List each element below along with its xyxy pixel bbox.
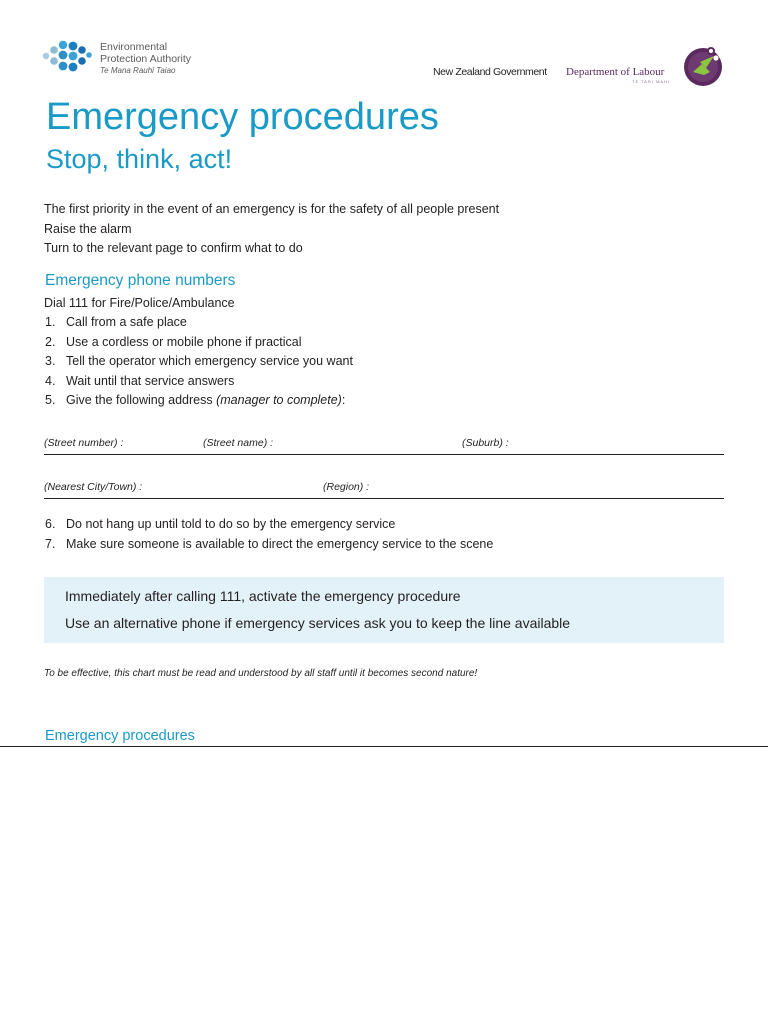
department-maori-name: TE TARI MAHI [632,79,671,84]
list-item [45,333,353,353]
step-text: Use a cordless or mobile phone if practical [66,334,302,349]
intro-text [44,200,499,259]
epa-logo-icon [42,40,92,76]
department-of-labour-logo-icon [680,42,726,88]
list-item [45,535,493,555]
step-suffix: : [341,393,346,407]
step-text: Call from a safe place [66,315,187,329]
address-row-city[interactable] [44,478,724,499]
call-steps-list [45,313,353,411]
step-note: (manager to complete) [216,393,342,407]
dial-instruction: Dial 111 for Fire/Police/Ambulance [44,296,235,310]
step-number: 3. [45,354,56,368]
list-item [45,372,353,392]
info-line: Use an alternative phone if emergency services ask you to keep the line available [65,615,571,631]
region-field[interactable]: (Region) : [323,481,370,493]
department-name: Department of Labour [566,66,665,78]
info-line: Immediately after calling 111, activate the emergency procedure [65,588,461,604]
epa-name-line1: Environmental [100,41,168,53]
step-number: 1. [45,315,56,329]
nz-government-logo: New Zealand Government [433,66,547,78]
emergency-procedures-heading: Emergency procedures [45,728,195,744]
step-number: 7. [45,536,56,551]
epa-name-line2: Protection Authority [100,52,192,65]
step-text: Tell the operator which emergency service you want [66,354,353,368]
step-number: 4. [45,373,56,388]
step-text: Give the following address [66,393,217,407]
call-steps-list-continued [45,515,493,554]
street-number-field[interactable]: (Street number) : [44,437,124,449]
staff-note: To be effective, this chart must be read and understood by all staff until it becomes second nature! [44,668,478,679]
list-item [45,352,353,372]
page-title: Emergency procedures [46,96,439,138]
suburb-field[interactable]: (Suburb) : [462,437,509,449]
list-item [45,391,353,411]
phone-numbers-heading: Emergency phone numbers [45,272,236,289]
nearest-city-field[interactable]: (Nearest City/Town) : [44,481,143,493]
step-text: Wait until that service answers [66,373,235,388]
step-number: 2. [45,334,56,349]
epa-logo-text [100,42,240,76]
info-callout [44,577,724,643]
page-subtitle: Stop, think, act! [46,144,233,174]
intro-line: Turn to the relevant page to confirm what to do [44,241,303,255]
list-item [45,515,493,535]
intro-line: The first priority in the event of an emergency is for the safety of all people present [44,202,500,216]
epa-maori-name: Te Mana Rauhī Taiao [100,66,176,75]
address-row-street[interactable] [44,434,724,455]
intro-line: Raise the alarm [44,221,132,236]
step-text: Make sure someone is available to direct the emergency service to the scene [66,536,494,551]
step-number: 5. [45,393,56,407]
step-number: 6. [45,517,56,531]
street-name-field[interactable]: (Street name) : [203,437,274,449]
step-text: Do not hang up until told to do so by the emergency service [66,517,396,531]
list-item [45,313,353,333]
section-divider [0,746,768,747]
